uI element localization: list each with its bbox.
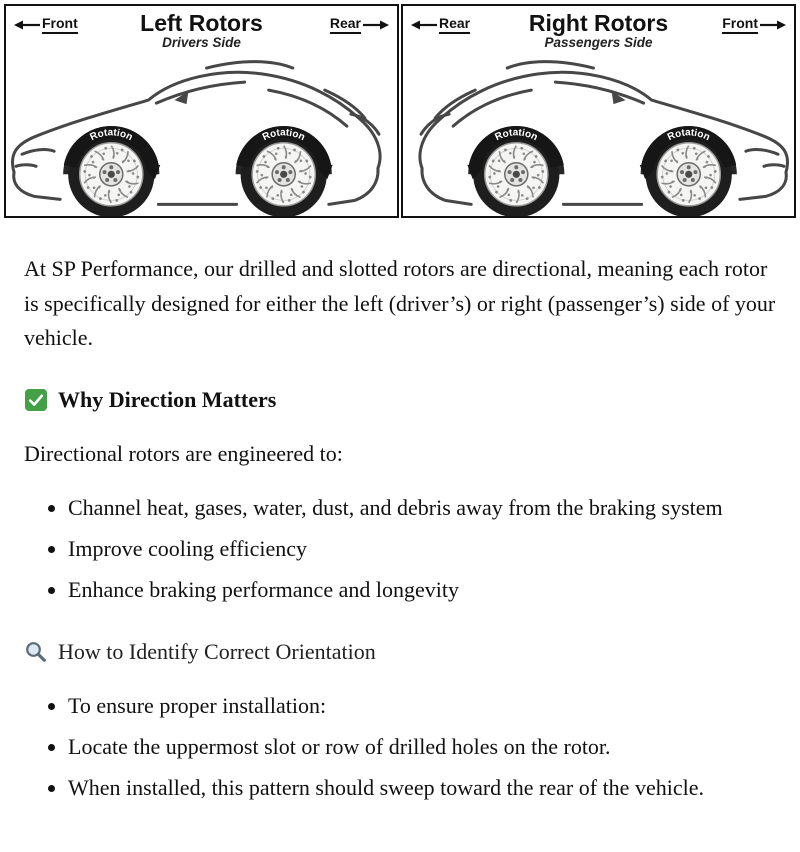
arrow-right-icon (363, 20, 389, 30)
panel-subtitle: Passengers Side (544, 35, 653, 51)
bullet-item: • To ensure proper installation: (68, 689, 776, 723)
rotation-label: Rotation (88, 127, 135, 144)
identify-orientation-heading (24, 635, 776, 669)
intro-paragraph: At SP Performance, our drilled and slotted rotors are directional, meaning each rotor is specifically designed for either the left (driver’s) or right (passenger’s) side of your vehicle. (24, 256, 776, 350)
direction-label-rear (330, 15, 389, 34)
check-mark-icon (24, 388, 48, 412)
magnifying-glass-icon (24, 640, 48, 664)
why-bullet-list (24, 491, 776, 607)
direction-text: Rear (439, 15, 470, 34)
panel-subtitle: Drivers Side (162, 35, 241, 51)
identify-bullet-list (24, 689, 776, 805)
right-rotors-panel (401, 4, 796, 218)
right-car-illustration (403, 56, 794, 216)
bullet-item: • Improve cooling efficiency (68, 532, 776, 566)
bullet-item: • Enhance braking performance and longevity (68, 573, 776, 607)
left-car-illustration (6, 56, 397, 216)
left-panel-header (6, 6, 397, 56)
arrow-left-icon (14, 20, 40, 30)
rotation-label: Rotation (493, 127, 540, 144)
bullet-item: • Channel heat, gases, water, dust, and debris away from the braking system (68, 491, 776, 525)
rotation-label: Rotation (260, 127, 307, 144)
panel-title: Right Rotors (528, 10, 669, 36)
direction-label-front (14, 15, 78, 34)
article (0, 230, 800, 851)
rotation-label: Rotation (665, 127, 712, 144)
direction-label-front (722, 15, 786, 34)
rotor-diagram (4, 4, 796, 218)
why-direction-matters-heading (24, 383, 776, 417)
heading-text: Why Direction Matters (58, 386, 277, 412)
arrow-left-icon (411, 20, 437, 30)
direction-label-rear (411, 15, 470, 34)
direction-text: Front (722, 15, 758, 34)
bullet-item: • When installed, this pattern should sweep toward the rear of the vehicle. (68, 771, 776, 805)
left-rotors-panel (4, 4, 399, 218)
lead-paragraph: Directional rotors are engineered to: (24, 440, 343, 466)
right-panel-header (403, 6, 794, 56)
bullet-item: • Locate the uppermost slot or row of drilled holes on the rotor. (68, 730, 776, 764)
direction-text: Front (42, 15, 78, 34)
heading-text: How to Identify Correct Orientation (58, 639, 376, 665)
direction-text: Rear (330, 15, 361, 34)
arrow-right-icon (760, 20, 786, 30)
panel-title: Left Rotors (140, 10, 263, 36)
